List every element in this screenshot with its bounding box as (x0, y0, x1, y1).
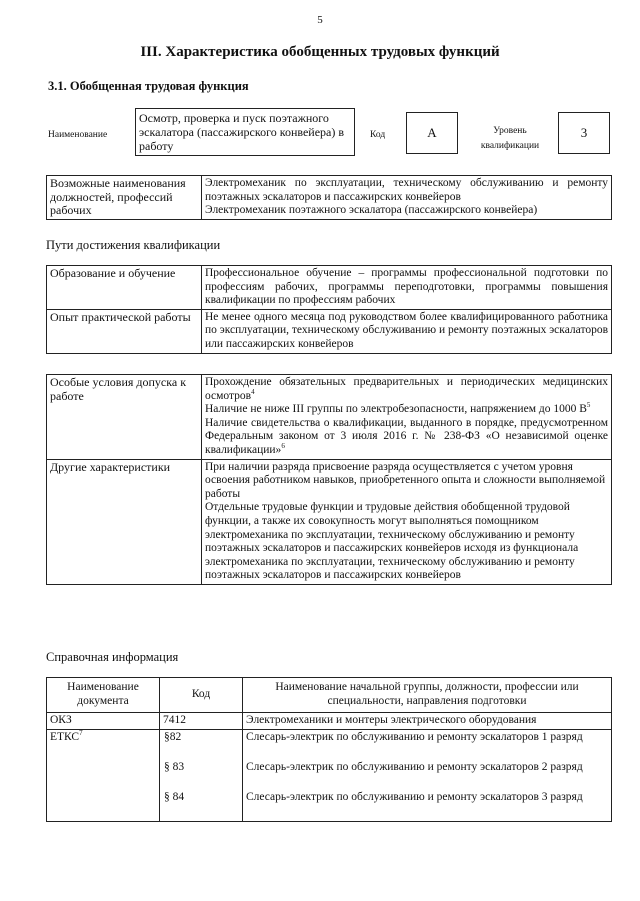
doc-name: ОКЗ (47, 713, 160, 730)
reference-heading: Справочная информация (46, 650, 179, 664)
qualification-level (558, 112, 610, 154)
function-name-text: Осмотр, проверка и пуск поэтажного эскалатора (пассажирского конвейера) в работу (139, 111, 345, 153)
condition-item: Наличие свидетельства о квалификации, выданного в порядке, предусмотренном Федеральным законом от 3 июля 2016 г. № 238-ФЗ «О независимой оценке квалификации»$^6$ (205, 416, 608, 456)
conditions-label: Особые условия допуска к работе (47, 375, 202, 460)
footnote-ref: 5 (586, 401, 591, 410)
doc-title: Слесарь-электрик по обслуживанию и ремонту эскалаторов 2 разряд (246, 760, 583, 773)
condition-item: Наличие не ниже III группы по электробезопасности, напряжением до 1000 $В^5$ (205, 401, 591, 416)
level-label-line2: квалификации (480, 141, 540, 151)
table-row (47, 729, 612, 821)
doc-name: ЕТКС$^7$ (47, 729, 160, 821)
doc-code: 7412 (160, 713, 243, 730)
table-row (47, 266, 612, 310)
level-label-line1: Уровень (493, 126, 527, 136)
subsection-title: 3.1. Обобщенная трудовая функция (48, 79, 249, 93)
conditions-table (46, 374, 612, 585)
path-value: Профессиональное обучение – программы профессиональной подготовки по профессиям рабочих, программы переподготовки, программы повышения квалификации по профессиям рабочих (202, 266, 612, 310)
doc-title: Слесарь-электрик по обслуживанию и ремонту эскалаторов 3 разряд (246, 790, 583, 803)
etks-titles (243, 729, 612, 821)
conditions-values (202, 375, 612, 460)
doc-title: Слесарь-электрик по обслуживанию и ремонту эскалаторов 1 разряд (246, 730, 583, 743)
path-label: Образование и обучение (47, 266, 202, 310)
table-row (47, 375, 612, 460)
positions-label: Возможные наименования должностей, профессий рабочих (47, 176, 202, 220)
function-code (406, 112, 458, 154)
path-value: Не менее одного месяца под руководством более квалифицированного работника по эксплуатации, техническому обслуживанию и ремонту поэтажных эскалаторов или пассажирских конвейеров (202, 309, 612, 353)
paths-heading: Пути достижения квалификации (46, 238, 221, 252)
paths-table (46, 265, 612, 354)
column-header: Наименование начальной группы, должности, профессии или специальности, направления подготовки (243, 678, 612, 713)
other-paragraph: Отдельные трудовые функции и трудовые действия обобщенной трудовой функции, а также их совокупность могут выполняться помощником электромеханика по эксплуатации, техническому обслуживанию и ремонту поэтажных эскалаторов и пассажирских конвейеров исходя из функционала электромеханика по эксплуатации, техническому обслуживанию и ремонту поэтажных эскалаторов и пассажирских конвейеров (205, 501, 579, 582)
condition-item: Прохождение обязательных предварительных и периодических медицинских осмотров$^4$ (205, 376, 608, 402)
name-label: Наименование (48, 130, 108, 140)
code-label: Код (370, 130, 386, 140)
doc-code: § 83 (164, 760, 185, 773)
section-title: III. Характеристика обобщенных трудовых функций (140, 44, 500, 60)
qualification-level-value: 3 (580, 125, 588, 140)
page-number: 5 (317, 14, 323, 26)
column-header: Код (160, 678, 243, 713)
positions-table (46, 175, 612, 220)
footnote-ref: 7 (79, 728, 83, 737)
positions-row (47, 176, 612, 220)
function-name (135, 108, 355, 156)
positions-values (202, 176, 612, 220)
other-values (202, 459, 612, 584)
table-row (47, 713, 612, 730)
table-row (47, 309, 612, 353)
footnote-ref: 6 (281, 442, 285, 451)
footnote-ref: 4 (251, 387, 255, 396)
other-label: Другие характеристики (47, 459, 202, 584)
level-label (470, 124, 550, 154)
doc-code: § 84 (164, 790, 185, 803)
function-code-value: А (427, 125, 437, 140)
position-item: Электромеханик поэтажного эскалатора (пассажирского конвейера) (205, 204, 538, 217)
reference-header-row (47, 678, 612, 713)
doc-title: Электромеханики и монтеры электрического оборудования (243, 713, 612, 730)
table-row (47, 459, 612, 584)
doc-code: §82 (164, 730, 182, 743)
column-header: Наименование документа (47, 678, 160, 713)
path-label: Опыт практической работы (47, 309, 202, 353)
other-paragraph: При наличии разряда присвоение разряда осуществляется с учетом уровня освоения работником навыков, приобретенного опыта и сложности выполняемой работы (205, 460, 606, 500)
position-item: Электромеханик по эксплуатации, техническому обслуживанию и ремонту поэтажных эскалаторов и пассажирских конвейеров (205, 177, 608, 203)
reference-table (46, 677, 612, 822)
etks-codes (160, 729, 243, 821)
